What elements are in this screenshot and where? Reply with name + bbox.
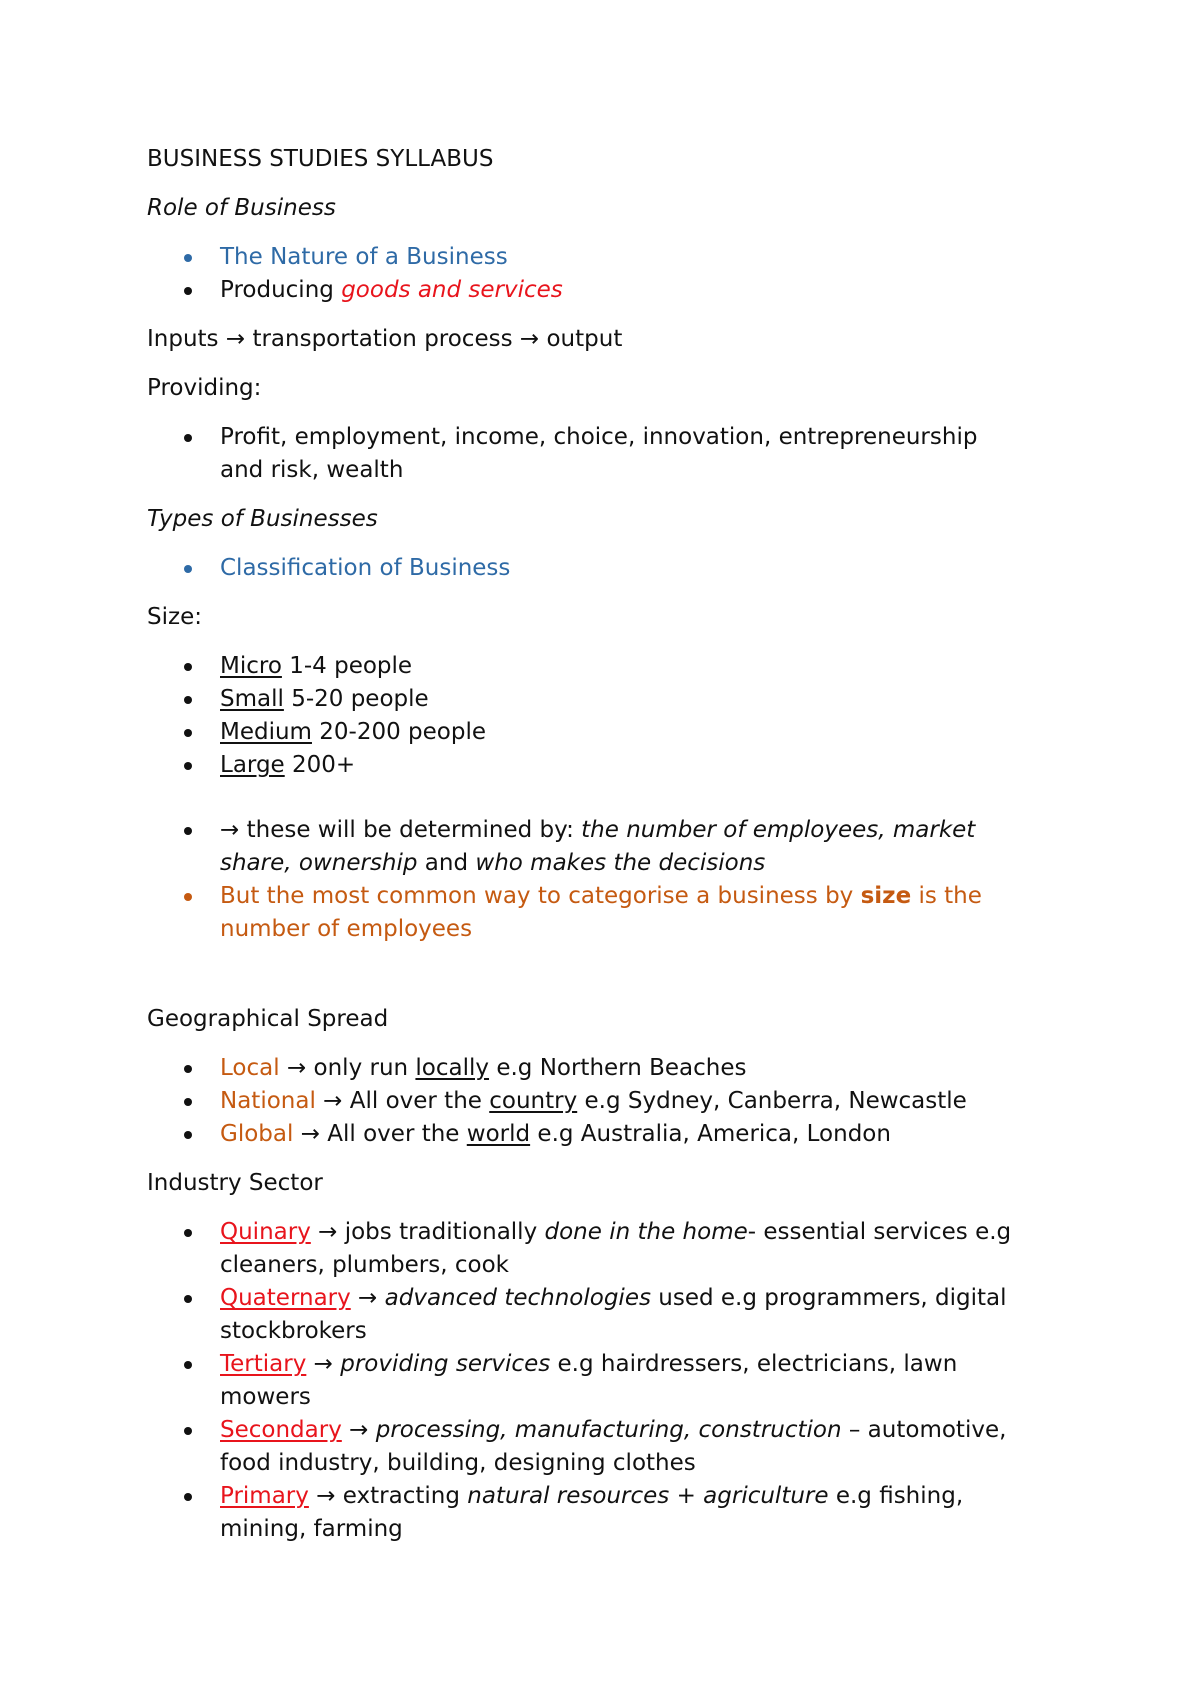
primary-line-1 bbox=[220, 1480, 1077, 1513]
right-arrow-icon: → bbox=[349, 1417, 369, 1443]
size-desc: 20-200 people bbox=[311, 719, 487, 745]
output-text: output bbox=[539, 326, 623, 352]
bullet-icon bbox=[184, 696, 192, 704]
process-text: transportation process bbox=[245, 326, 520, 352]
size-keyword: size bbox=[860, 883, 912, 909]
list-item bbox=[147, 241, 1077, 274]
bullet-icon bbox=[184, 1098, 192, 1106]
sector-term: Quinary bbox=[220, 1219, 311, 1245]
right-arrow-icon: → bbox=[300, 1121, 320, 1147]
list-item bbox=[147, 1052, 1077, 1085]
determined-criteria: who makes the decisions bbox=[475, 850, 766, 876]
role-of-business-heading: Role of Business bbox=[147, 195, 336, 221]
geo-example: e.g Northern Beaches bbox=[489, 1055, 747, 1081]
spacer bbox=[147, 796, 1077, 814]
list-item bbox=[147, 1282, 1077, 1348]
list-item bbox=[147, 716, 1077, 749]
tertiary-line-1 bbox=[220, 1348, 1077, 1381]
right-arrow-icon: → bbox=[286, 1055, 307, 1081]
geo-scope: locally bbox=[415, 1055, 490, 1081]
list-item bbox=[147, 1414, 1077, 1480]
list-item bbox=[147, 552, 1077, 585]
geo-term: Global bbox=[220, 1121, 294, 1147]
determined-line-2 bbox=[220, 847, 1077, 880]
bullet-icon bbox=[184, 1295, 192, 1303]
bullet-icon bbox=[184, 1229, 192, 1237]
geo-example: e.g Australia, America, London bbox=[530, 1121, 891, 1147]
list-item bbox=[147, 1216, 1077, 1282]
goods-and-services-text: goods and services bbox=[341, 277, 563, 303]
providing-text-line-1: Profit, employment, income, choice, innovation, entrepreneurship bbox=[220, 424, 978, 450]
number-of-employees-text: number of employees bbox=[220, 916, 473, 942]
sector-text: jobs traditionally bbox=[337, 1219, 545, 1245]
classification-bullet-list bbox=[147, 552, 1077, 585]
role-bullet-list bbox=[147, 241, 1077, 307]
right-arrow-icon: → bbox=[316, 1483, 336, 1509]
common-way-line-1 bbox=[220, 880, 1077, 913]
bullet-icon bbox=[184, 1065, 192, 1073]
list-item bbox=[147, 683, 1077, 716]
right-arrow-icon: → bbox=[318, 1219, 338, 1245]
sector-text: e.g fishing, bbox=[828, 1483, 964, 1509]
sector-text: – automotive, bbox=[841, 1417, 1007, 1443]
sector-emphasis: natural resources bbox=[467, 1483, 670, 1509]
list-item bbox=[147, 1480, 1077, 1546]
providing-text-line-2: and risk, wealth bbox=[220, 457, 404, 483]
geo-term: Local bbox=[220, 1055, 280, 1081]
bullet-icon bbox=[184, 663, 192, 671]
producing-label: Producing bbox=[220, 277, 342, 303]
determined-criteria: the number of employees, market bbox=[581, 817, 976, 843]
bullet-icon bbox=[184, 1493, 192, 1501]
page-title: BUSINESS STUDIES SYLLABUS bbox=[147, 146, 494, 172]
bullet-icon bbox=[184, 1131, 192, 1139]
types-of-businesses-heading: Types of Businesses bbox=[147, 506, 378, 532]
size-term: Micro bbox=[220, 653, 282, 679]
sector-text: extracting bbox=[335, 1483, 468, 1509]
providing-label: Providing: bbox=[147, 375, 262, 401]
right-arrow-icon: → bbox=[313, 1351, 333, 1377]
sector-term: Quaternary bbox=[220, 1285, 351, 1311]
geo-scope: country bbox=[489, 1088, 578, 1114]
list-item bbox=[147, 1085, 1077, 1118]
sector-text: - essential services e.g bbox=[747, 1219, 1012, 1245]
determined-line-1 bbox=[220, 814, 1077, 847]
right-arrow-icon: → bbox=[220, 817, 240, 843]
geo-bullet-list bbox=[147, 1052, 1077, 1151]
list-item bbox=[147, 880, 1077, 946]
size-term: Large bbox=[220, 752, 285, 778]
quinary-line-2: cleaners, plumbers, cook bbox=[220, 1252, 509, 1278]
sector-text: used e.g programmers, digital bbox=[650, 1285, 1007, 1311]
geo-text: All over the bbox=[342, 1088, 490, 1114]
sector-term: Secondary bbox=[220, 1417, 342, 1443]
sector-emphasis: done in the home bbox=[544, 1219, 748, 1245]
determined-and: and bbox=[417, 850, 476, 876]
bullet-icon bbox=[184, 565, 192, 573]
size-desc: 1-4 people bbox=[281, 653, 413, 679]
sector-emphasis: advanced technologies bbox=[384, 1285, 651, 1311]
sector-term: Primary bbox=[220, 1483, 309, 1509]
list-item bbox=[147, 814, 1077, 880]
inputs-text: Inputs bbox=[147, 326, 219, 352]
sector-emphasis: processing, manufacturing, construction bbox=[375, 1417, 842, 1443]
sector-emphasis: providing services bbox=[340, 1351, 551, 1377]
size-desc: 200+ bbox=[284, 752, 356, 778]
size-label: Size: bbox=[147, 604, 202, 630]
determined-criteria: share, ownership bbox=[220, 850, 418, 876]
list-item bbox=[147, 650, 1077, 683]
bullet-icon bbox=[184, 1427, 192, 1435]
sector-emphasis: agriculture bbox=[703, 1483, 829, 1509]
list-item bbox=[147, 421, 1077, 487]
determined-prefix: these will be determined by: bbox=[239, 817, 582, 843]
industry-bullet-list bbox=[147, 1216, 1077, 1546]
right-arrow-icon: → bbox=[323, 1088, 343, 1114]
inputs-output-line bbox=[147, 323, 1077, 356]
list-item bbox=[147, 1118, 1077, 1151]
geo-example: e.g Sydney, Canberra, Newcastle bbox=[577, 1088, 967, 1114]
bullet-icon bbox=[184, 254, 192, 262]
bullet-icon bbox=[184, 287, 192, 295]
size-bullet-list bbox=[147, 650, 1077, 782]
list-item bbox=[147, 749, 1077, 782]
right-arrow-icon: → bbox=[225, 326, 246, 352]
sector-text: e.g hairdressers, electricians, lawn bbox=[550, 1351, 958, 1377]
secondary-line-2: food industry, building, designing clothes bbox=[220, 1450, 696, 1476]
geo-scope: world bbox=[466, 1121, 531, 1147]
geo-term: National bbox=[220, 1088, 316, 1114]
bullet-icon bbox=[184, 434, 192, 442]
industry-sector-heading: Industry Sector bbox=[147, 1170, 323, 1196]
sector-term: Tertiary bbox=[220, 1351, 307, 1377]
bullet-icon bbox=[184, 762, 192, 770]
common-way-text: But the most common way to categorise a business by bbox=[220, 883, 861, 909]
classification-heading: Classification of Business bbox=[220, 555, 511, 581]
geo-text: only run bbox=[306, 1055, 416, 1081]
bullet-icon bbox=[184, 827, 192, 835]
size-term: Small bbox=[220, 686, 284, 712]
right-arrow-icon: → bbox=[519, 326, 540, 352]
primary-line-2: mining, farming bbox=[220, 1516, 403, 1542]
secondary-line-1 bbox=[220, 1414, 1077, 1447]
geo-text: All over the bbox=[319, 1121, 467, 1147]
list-item bbox=[147, 1348, 1077, 1414]
right-arrow-icon: → bbox=[358, 1285, 378, 1311]
bullet-icon bbox=[184, 1361, 192, 1369]
tertiary-line-2: mowers bbox=[220, 1384, 311, 1410]
quaternary-line-1 bbox=[220, 1282, 1077, 1315]
list-item bbox=[147, 274, 1077, 307]
providing-bullet-list bbox=[147, 421, 1077, 487]
size-term: Medium bbox=[220, 719, 312, 745]
bullet-icon bbox=[184, 729, 192, 737]
common-way-text: is the bbox=[911, 883, 982, 909]
size-desc: 5-20 people bbox=[283, 686, 429, 712]
nature-of-business-heading: The Nature of a Business bbox=[220, 244, 508, 270]
plus-sign: + bbox=[669, 1483, 704, 1509]
bullet-icon bbox=[184, 893, 192, 901]
spacer bbox=[147, 962, 1077, 1003]
quaternary-line-2: stockbrokers bbox=[220, 1318, 367, 1344]
size-notes-bullet-list bbox=[147, 814, 1077, 946]
geographical-spread-heading: Geographical Spread bbox=[147, 1006, 389, 1032]
document-body bbox=[147, 143, 1077, 1562]
quinary-line-1 bbox=[220, 1216, 1077, 1249]
